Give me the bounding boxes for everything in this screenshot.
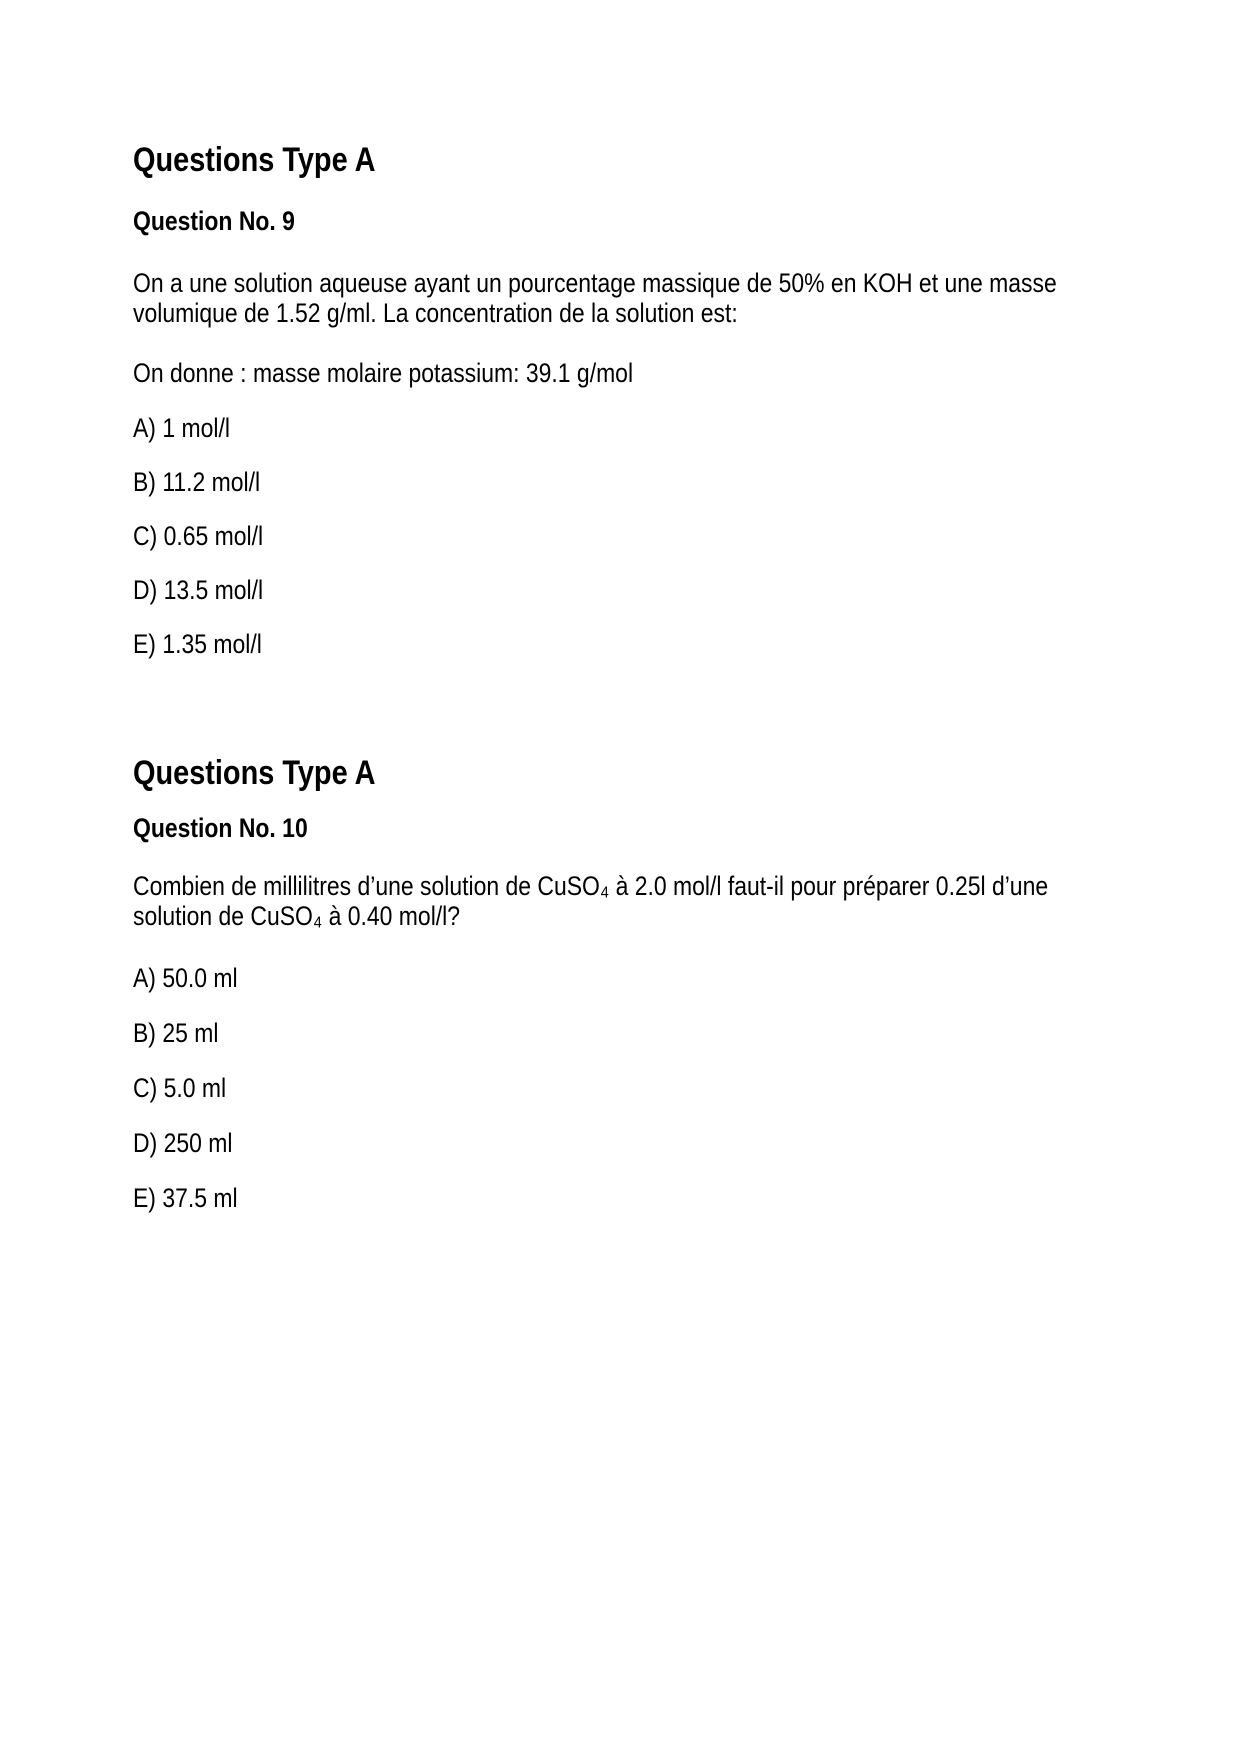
answer-option-b: B) 11.2 mol/l — [133, 467, 261, 497]
answer-options — [133, 413, 1181, 659]
section-heading: Questions Type A — [133, 141, 376, 179]
answer-option-a: A) 50.0 ml — [133, 963, 238, 993]
answer-option-d: D) 250 ml — [133, 1128, 233, 1158]
question-number: Question No. 10 — [133, 813, 308, 843]
answer-option-a: A) 1 mol/l — [133, 413, 230, 443]
section-heading: Questions Type A — [133, 754, 376, 792]
answer-option-c: C) 0.65 mol/l — [133, 521, 264, 551]
answer-option-c: C) 5.0 ml — [133, 1073, 227, 1103]
page-content — [133, 142, 1181, 1213]
question-section-10 — [133, 755, 1181, 1213]
answer-options — [133, 963, 1181, 1213]
question-number: Question No. 9 — [133, 206, 295, 236]
answer-option-d: D) 13.5 mol/l — [133, 575, 264, 605]
given-data: On donne : masse molaire potassium: 39.1 g/mol — [133, 358, 634, 388]
answer-option-e: E) 37.5 ml — [133, 1183, 238, 1213]
question-text — [133, 871, 1181, 931]
question-text-line: volumique de 1.52 g/ml. La concentration de la solution est: — [133, 298, 738, 328]
question-text — [133, 268, 1181, 328]
question-text-line: On a une solution aqueuse ayant un pourcentage massique de 50% en KOH et une masse — [133, 268, 1057, 298]
question-section-9 — [133, 142, 1181, 659]
answer-option-b: B) 25 ml — [133, 1018, 219, 1048]
question-text-line: Combien de millilitres d’une solution de CuSO₄ à 2.0 mol/l faut-il pour préparer 0.25l d’une — [133, 871, 1049, 901]
question-text-line: solution de CuSO₄ à 0.40 mol/l? — [133, 901, 461, 931]
answer-option-e: E) 1.35 mol/l — [133, 629, 262, 659]
